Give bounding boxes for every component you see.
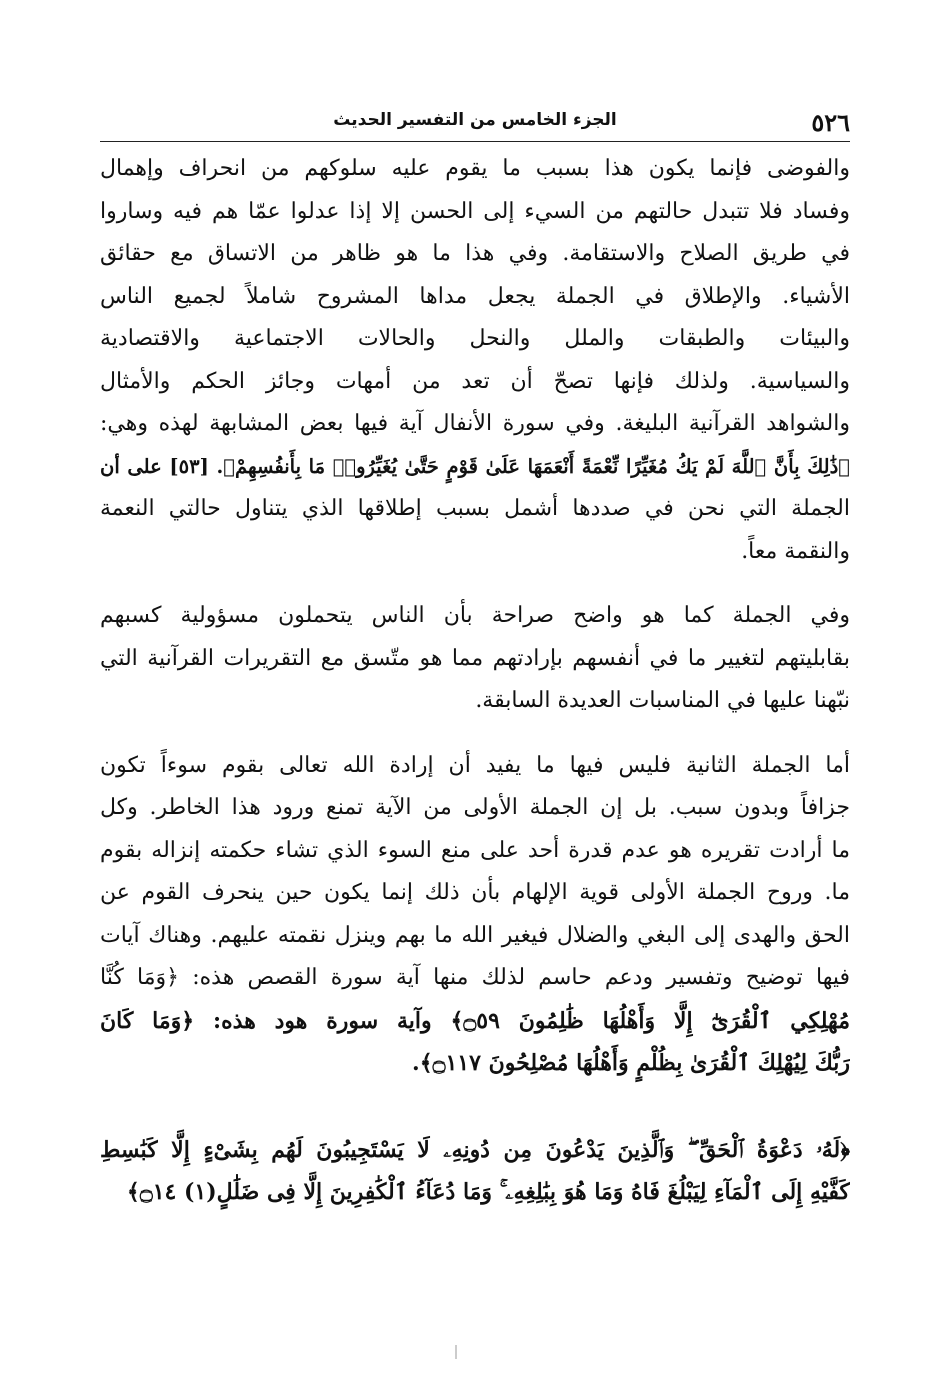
running-title: الجزء الخامس من التفسير الحديث: [333, 110, 617, 130]
paragraph-3: [100, 745, 850, 1085]
text-line: الجملة التي نحن في صددها أشمل بسبب إطلاقها الذي يتناول حالتي النعمة: [100, 496, 850, 521]
page-number: ٥٢٦: [811, 108, 850, 137]
text-line: بقابليتهم لتغيير ما في أنفسهم بإرادتهم مما هو متّسق مع التقريرات القرآنية التي: [100, 645, 850, 671]
paragraph-spacer: [100, 723, 850, 745]
text-line: نبّهنا عليها في المناسبات العديدة السابقة.: [475, 688, 850, 713]
text-line: والنقمة معاً.: [741, 538, 850, 564]
paragraph-spacer: [100, 573, 850, 595]
text-line: ما أرادت تقريره هو عدم قدرة أحد على منع السوء الذي تشاء حكمته إنزاله بقوم: [100, 837, 850, 863]
body-text: [100, 148, 850, 1214]
verse-block: [100, 1129, 850, 1214]
text-line: الأشياء. والإطلاق في الجملة يجعل مداها المشروح شاملاً لجميع الناس: [100, 283, 850, 309]
text-line: فيها توضيح وتفسير ودعم حاسم لذلك منها آية سورة القصص هذه: ﴿وَمَا كُنَّا: [100, 965, 850, 990]
text-line: في طريق الصلاح والاستقامة. وفي هذا ما هو ظاهر من الاتساق مع حقائق: [100, 241, 850, 266]
quran-verse-line: ﴿لَهُۥ دَعْوَةُ ٱلْحَقِّ ۖ وَٱلَّذِينَ يَدْعُونَ مِن دُونِهِۦ لَا يَسْتَجِيبُونَ لَهُم بِشَىْءٍ إِلَّا كَبَٰسِطِ: [100, 1136, 850, 1163]
text-line: والسياسية. ولذلك فإنها تصحّ أن تعد من أمهات وجائز الحكم والأمثال: [100, 368, 850, 394]
text-line: أما الجملة الثانية فليس فيها ما يفيد أن إرادة الله تعالى بقوم سوءاً تكون: [100, 752, 850, 778]
quran-verse-line: رَبُّكَ لِيُهْلِكَ ٱلْقُرَىٰ بِظُلْمٍ وَأَهْلُهَا مُصْلِحُونَ ۝١١٧﴾.: [412, 1050, 850, 1076]
quran-verse-line: مُهْلِكِي ٱلْقُرَىٰٓ إِلَّا وَأَهْلُهَا ظَٰلِمُونَ ۝٥٩﴾ وآية سورة هود هذه: ﴿وَمَا كَانَ: [100, 1007, 850, 1034]
quran-verse-line: ﴿ذَٰلِكَ بِأَنَّ ٱللَّهَ لَمْ يَكُ مُغَيِّرًا نِّعْمَةً أَنْعَمَهَا عَلَىٰ قَوْمٍ حَتَّىٰ يُغَيِّرُوا۟ مَا بِأَنفُسِهِمْ﴾. [٥٣] على أن: [100, 454, 850, 478]
quran-verse-line: كَفَّيْهِ إِلَى ٱلْمَآءِ لِيَبْلُغَ فَاهُ وَمَا هُوَ بِبَٰلِغِهِۦ ۚ وَمَا دُعَآءُ ٱلْكَٰفِرِينَ إِلَّا فِى ضَلَٰلٍ(١) ۝١٤﴾: [126, 1179, 850, 1205]
paragraph-1: [100, 148, 850, 573]
text-line: والبيئات والطبقات والملل والنحل والحالات الاجتماعية والاقتصادية: [100, 326, 850, 351]
text-line: جزافاً وبدون سبب. بل إن الجملة الأولى من الآية تمنع ورود هذا الخاطر. وكل: [100, 795, 850, 820]
text-line: الحق والهدى إلى البغي والضلال فيغير الله ما بهم وينزل نقمته عليهم. وهناك آيات: [100, 922, 850, 948]
text-line: وفساد فلا تتبدل حالتهم من السيء إلى الحسن إلا إذا عدلوا عمّا هم فيه وساروا: [100, 198, 850, 224]
text-line: والشواهد القرآنية البليغة. وفي سورة الأنفال آية فيها بعض المشابهة لهذه وهي:: [100, 411, 850, 436]
section-spacer: [100, 1085, 850, 1129]
paragraph-2: [100, 595, 850, 723]
text-line: ما. وروح الجملة الأولى قوية الإلهام بأن ذلك إنما يكون حين ينحرف القوم عن: [100, 880, 850, 905]
scan-mark: [455, 1345, 457, 1359]
text-line: وفي الجملة كما هو واضح صراحة بأن الناس يتحملون مسؤولية كسبهم: [100, 603, 850, 628]
header-divider: [100, 141, 850, 142]
page-header: [100, 108, 850, 138]
text-line: والفوضى فإنما يكون هذا بسبب ما يقوم عليه سلوكهم من انحراف وإهمال: [100, 156, 850, 181]
